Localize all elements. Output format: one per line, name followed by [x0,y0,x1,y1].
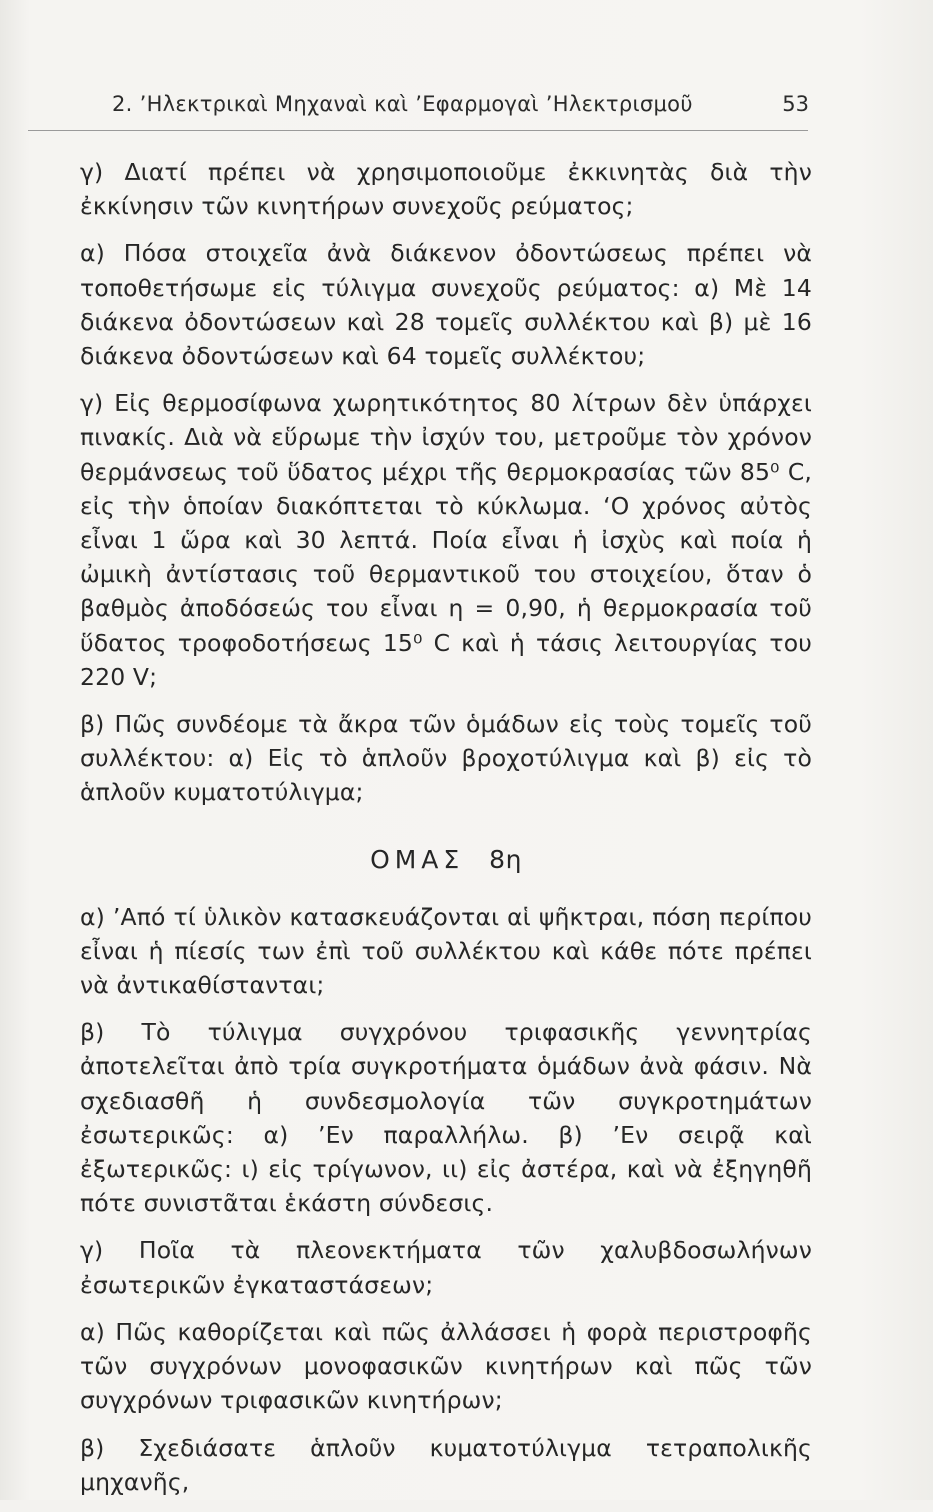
page-header [112,92,809,128]
question-paragraph: γ) Εἰς θερμοσίφωνα χωρητικότητος 80 λίτρων δὲν ὑπάρχει πινακίς. Διὰ νὰ εὕρωμε τὴν ἰσχύν του, μετροῦμε τὸν χρόνον θερμάνσεως τοῦ ὕδατος μέχρι τῆς θερμοκρασίας τῶν 85⁰ C, εἰς τὴν ὁποίαν διακόπτεται τὸ κύκλωμα. ‘Ο χρόνος αὐτὸς εἶναι 1 ὥρα καὶ 30 λεπτά. Ποία εἶναι ἡ ἰσχὺς καὶ ποία ἡ ὠμικὴ ἀντίστασις τοῦ θερμαντικοῦ του στοιχείου, ὅταν ὁ βαθμὸς ἀποδόσεώς του εἶναι η = 0,90, ἡ θερμοκρασία τοῦ ὕδατος τροφοδοτήσεως 15⁰ C καὶ ἡ τάσις λειτουργίας του 220 V; [80,389,812,691]
group-heading-label: ΟΜΑΣ [370,844,465,874]
question-paragraph: γ) Διατί πρέπει νὰ χρησιμοποιοῦμε ἐκκινητὰς διὰ τὴν ἐκκίνησιν τῶν κινητήρων συνεχοῦς ρεύματος; [80,158,812,221]
question-paragraph: α) Πόσα στοιχεῖα ἀνὰ διάκενον ὀδοντώσεως πρέπει νὰ τοποθετήσωμε εἰς τύλιγμα συνεχοῦς ρεύματος: α) Μὲ 14 διάκενα ὀδοντώσεων καὶ 28 τομεῖς συλλέκτου καὶ β) μὲ 16 διάκενα ὀδοντώσεων καὶ 64 τομεῖς συλλέκτου; [80,239,812,371]
page-number: 53 [782,92,809,116]
question-paragraph: γ) Ποῖα τὰ πλεονεκτήματα τῶν χαλυβδοσωλήνων ἐσωτερικῶν ἐγκαταστάσεων; [80,1236,812,1299]
question-paragraph: β) Πῶς συνδέομε τὰ ἄκρα τῶν ὁμάδων εἰς τοὺς τομεῖς τοῦ συλλέκτου: α) Εἰς τὸ ἁπλοῦν βροχοτύλιγμα καὶ β) εἰς τὸ ἁπλοῦν κυματοτύλιγμα; [80,710,812,807]
header-rule [28,130,808,131]
question-paragraph: β) Τὸ τύλιγμα συγχρόνου τριφασικῆς γεννητρίας ἀποτελεῖται ἀπὸ τρία συγκροτήματα ὁμάδων ἀνὰ φάσιν. Νὰ σχεδιασθῆ ἡ συνδεσμολογία τῶν συγκροτημάτων ἐσωτερικῶς: α) ’Εν παραλλήλω. β) ’Εν σειρᾷ καὶ ἐξωτερικῶς: ι) εἰς τρίγωνον, ιι) εἰς ἀστέρα, καὶ νὰ ἐξηγηθῆ πότε συνιστᾶται ἑκάστη σύνδεσις. [80,1018,812,1218]
question-paragraph: α) ’Από τί ὑλικὸν κατασκευάζονται αἱ ψῆκτραι, πόση περίπου εἶναι ἡ πίεσίς των ἐπὶ τοῦ συλλέκτου καὶ κάθε πότε πρέπει νὰ ἀντικαθίστανται; [80,902,812,1000]
group-heading [80,840,812,880]
group-heading-number: 8η [489,844,522,874]
question-paragraph: α) Πῶς καθορίζεται καὶ πῶς ἀλλάσσει ἡ φορὰ περιστροφῆς τῶν συγχρόνων μονοφασικῶν κινητήρων καὶ πῶς τῶν συγχρόνων τριφασικῶν κινητήρων; [80,1317,812,1415]
running-head: 2. ’Ηλεκτρικαὶ Μηχαναὶ καὶ ’Εφαρμογαὶ ’Ηλεκτρισμοῦ [112,92,693,116]
body-text [80,155,812,1512]
question-paragraph: β) Σχεδιάσατε ἁπλοῦν κυματοτύλιγμα τετραπολικῆς μηχανῆς, [80,1433,812,1496]
